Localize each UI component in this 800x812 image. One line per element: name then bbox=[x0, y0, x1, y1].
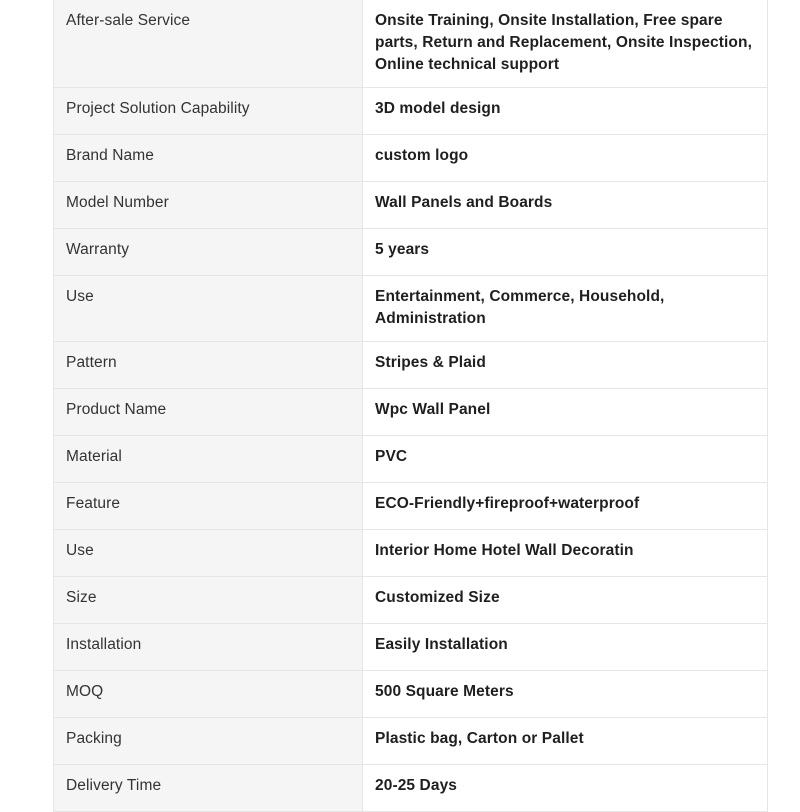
table-row bbox=[54, 229, 768, 276]
spec-label: Material bbox=[54, 436, 363, 483]
table-row bbox=[54, 671, 768, 718]
spec-label: Pattern bbox=[54, 342, 363, 389]
table-row bbox=[54, 530, 768, 577]
table-row bbox=[54, 276, 768, 342]
table-row bbox=[54, 135, 768, 182]
spec-value: 5 years bbox=[363, 229, 768, 276]
spec-value: 3D model design bbox=[363, 88, 768, 135]
spec-value: Customized Size bbox=[363, 577, 768, 624]
table-row bbox=[54, 765, 768, 812]
spec-label: Product Name bbox=[54, 389, 363, 436]
spec-label: Size bbox=[54, 577, 363, 624]
spec-value: Interior Home Hotel Wall Decoratin bbox=[363, 530, 768, 577]
spec-value: 20-25 Days bbox=[363, 765, 768, 812]
table-row bbox=[54, 483, 768, 530]
spec-label: MOQ bbox=[54, 671, 363, 718]
spec-value: Stripes & Plaid bbox=[363, 342, 768, 389]
table-row bbox=[54, 389, 768, 436]
table-row bbox=[54, 718, 768, 765]
spec-label: Packing bbox=[54, 718, 363, 765]
product-spec-table bbox=[53, 0, 768, 812]
spec-value: 500 Square Meters bbox=[363, 671, 768, 718]
table-row bbox=[54, 577, 768, 624]
spec-label: Use bbox=[54, 276, 363, 342]
spec-label: Delivery Time bbox=[54, 765, 363, 812]
table-row bbox=[54, 624, 768, 671]
table-row bbox=[54, 88, 768, 135]
table-row bbox=[54, 0, 768, 88]
spec-value: Onsite Training, Onsite Installation, Free spare parts, Return and Replacement, Onsite Inspection, Online technical support bbox=[363, 0, 768, 88]
spec-value: Easily Installation bbox=[363, 624, 768, 671]
spec-value: Plastic bag, Carton or Pallet bbox=[363, 718, 768, 765]
spec-value: Wpc Wall Panel bbox=[363, 389, 768, 436]
spec-label: Feature bbox=[54, 483, 363, 530]
spec-value: ECO-Friendly+fireproof+waterproof bbox=[363, 483, 768, 530]
spec-value: Wall Panels and Boards bbox=[363, 182, 768, 229]
spec-label: Warranty bbox=[54, 229, 363, 276]
table-row bbox=[54, 342, 768, 389]
spec-label: Model Number bbox=[54, 182, 363, 229]
spec-label: Brand Name bbox=[54, 135, 363, 182]
table-row bbox=[54, 436, 768, 483]
spec-label: After-sale Service bbox=[54, 0, 363, 88]
spec-value: Entertainment, Commerce, Household, Administration bbox=[363, 276, 768, 342]
spec-value: PVC bbox=[363, 436, 768, 483]
spec-label: Installation bbox=[54, 624, 363, 671]
spec-label: Project Solution Capability bbox=[54, 88, 363, 135]
spec-label: Use bbox=[54, 530, 363, 577]
spec-value: custom logo bbox=[363, 135, 768, 182]
table-row bbox=[54, 182, 768, 229]
